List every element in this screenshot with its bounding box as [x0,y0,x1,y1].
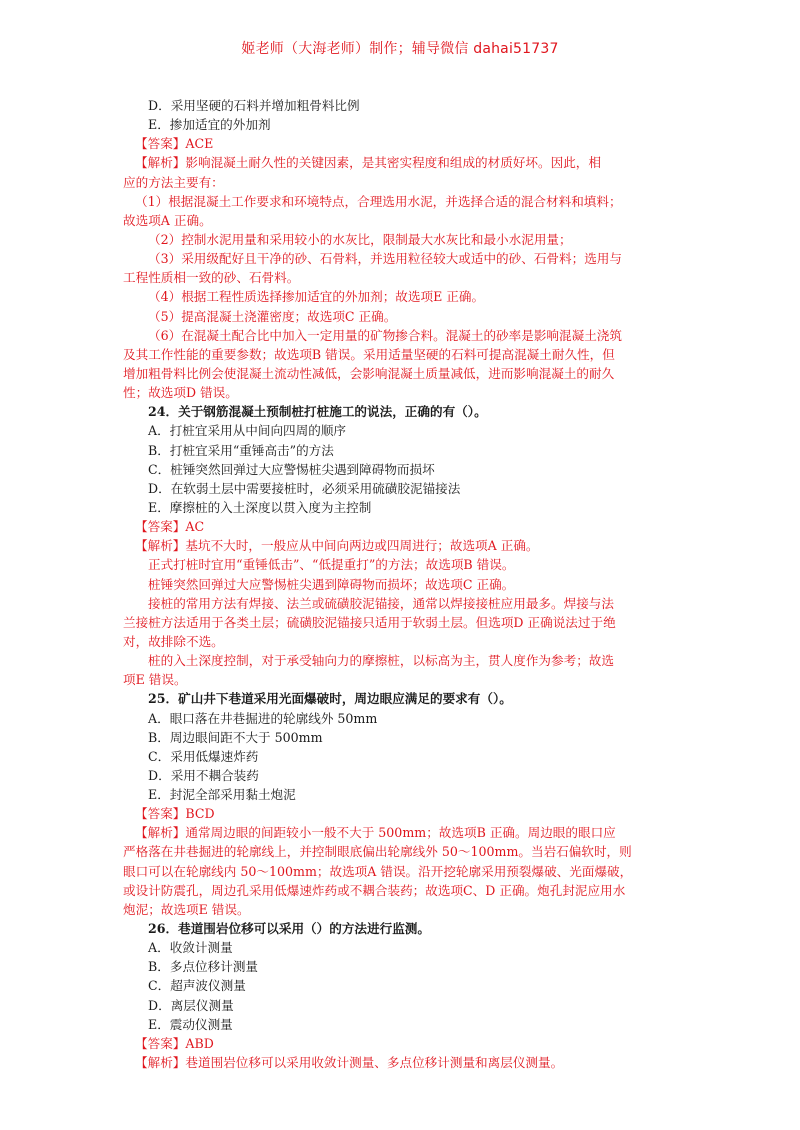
text-line: 【答案】ACE [135,136,214,152]
text-line: C．桩锤突然回弹过大应警惕桩尖遇到障碍物而损坏 [148,461,435,477]
text-line: 项E 错误。 [123,672,187,688]
text-line: 桩的入土深度控制，对于承受轴向力的摩擦桩，以标高为主，贯人度作为参考；故选 [148,653,614,669]
text-line: A．收敛计测量 [148,940,233,956]
text-line: 接桩的常用方法有焊接、法兰或硫磺胶泥锚接，通常以焊接接桩应用最多。焊接与法 [148,595,614,611]
text-line: C．超声波仪测量 [148,978,246,994]
text-line: 兰接桩方法适用于各类土层；硫磺胶泥锚接只适用于软弱土层。但选项D 正确说法过于绝 [123,614,616,630]
text-line: （2）控制水泥用量和采用较小的水灰比，限制最大水灰比和最小水泥用量； [148,231,572,247]
text-line: （6）在混凝土配合比中加入一定用量的矿物掺合料。混凝土的砂率是影响混凝土浇筑 [148,327,622,343]
text-line: 25．矿山井下巷道采用光面爆破时，周边眼应满足的要求有（）。 [148,691,512,707]
page-header: 姬老师（大海老师）制作；辅导微信 dahai51737 [241,41,559,57]
text-line: A．眼口落在井巷掘进的轮廓线外 50mm [148,710,378,726]
text-line: （5）提高混凝土浇灌密度；故选项C 正确。 [148,308,397,324]
text-line: D．采用坚硬的石料并增加粗骨料比例 [148,98,360,113]
text-line: 桩锤突然回弹过大应警惕桩尖遇到障碍物而损坏；故选项C 正确。 [148,576,515,592]
text-line: （1）根据混凝土工作要求和环境特点，合理选用水泥，并选择合适的混合材料和填料； [135,193,622,209]
text-line: 对，故排除不选。 [123,633,224,649]
text-line: 严格落在井巷掘进的轮廓线上，并控制眼底偏出轮廓线外 50～100mm。当岩石偏软时，则 [123,844,632,860]
text-line: D．离层仪测量 [148,997,234,1013]
text-line: 【答案】BCD [135,806,215,822]
text-line: （3）采用级配好且干净的砂、石骨料，并选用粒径较大或适中的砂、石骨料；选用与 [148,251,622,267]
text-line: 【解析】通常周边眼的间距较小一般不大于 500mm；故选项B 正确。周边眼的眼口应 [135,825,616,841]
text-line: C．采用低爆速炸药 [148,748,259,764]
text-line: B．多点位移计测量 [148,959,259,975]
text-line: E．掺加适宜的外加剂 [148,117,271,133]
text-line: 眼口可以在轮廓线内 50～100mm；故选项A 错误。沿开挖轮廓采用预裂爆破、光面爆破， [123,863,633,879]
text-line: （4）根据工程性质选择掺加适宜的外加剂；故选项E 正确。 [148,289,485,305]
text-line: 性；故选项D 错误。 [123,385,238,401]
text-line: 26．巷道围岩位移可以采用（）的方法进行监测。 [148,921,430,937]
text-line: 炮泥；故选项E 错误。 [123,901,250,917]
text-line: 【解析】巷道围岩位移可以采用收敛计测量、多点位移计测量和离层仪测量。 [135,1055,564,1071]
text-line: D．采用不耦合装药 [148,767,259,783]
text-line: 【解析】基坑不大时，一般应从中间向两边或四周进行；故选项A 正确。 [135,538,539,554]
text-line: 增加粗骨料比例会使混凝土流动性减低，会影响混凝土质量减低，进而影响混凝土的耐久 [123,365,615,381]
text-line: 【解析】影响混凝土耐久性的关键因素，是其密实程度和组成的材质好坏。因此，相 [135,155,601,171]
text-line: E．封泥全部采用黏土炮泥 [148,787,296,803]
text-line: 应的方法主要有： [123,174,224,190]
text-line: B．打桩宜采用“重锤高击”的方法 [148,442,334,458]
text-line: 及其工作性能的重要参数；故选项B 错误。采用适量坚硬的石料可提高混凝土耐久性，但 [123,346,615,362]
document-body [123,96,689,1072]
text-line: 或设计防震孔，周边孔采用低爆速炸药或不耦合装药；故选项C、D 正确。炮孔封泥应用水 [123,882,626,898]
text-line: 【答案】ABD [135,1035,214,1051]
text-line: 工程性质相一致的砂、石骨料。 [123,270,300,286]
text-line: D．在软弱土层中需要接桩时，必须采用硫磺胶泥锚接法 [148,480,461,496]
text-line: E．震动仪测量 [148,1016,233,1032]
text-line: 24．关于钢筋混凝土预制桩打桩施工的说法，正确的有（）。 [148,404,487,420]
text-line: E．摩擦桩的入土深度以贯入度为主控制 [148,499,372,515]
text-line: B．周边眼间距不大于 500mm [148,729,323,745]
text-line: 正式打桩时宜用“重锤低击”、“低提重打”的方法；故选项B 错误。 [148,557,515,573]
text-line: A．打桩宜采用从中间向四周的顺序 [148,423,347,439]
text-line: 【答案】AC [135,519,205,535]
text-line: 故选项A 正确。 [123,212,212,228]
